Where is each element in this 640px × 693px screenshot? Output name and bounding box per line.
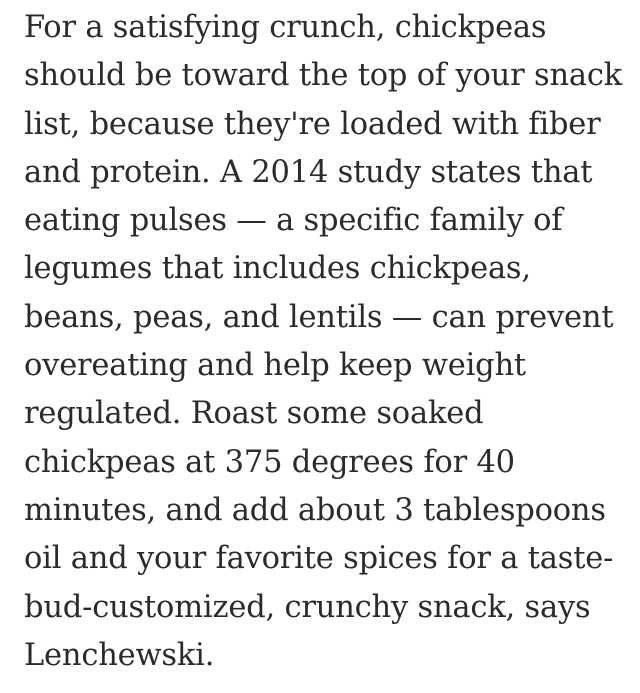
article-paragraph (24, 4, 624, 680)
paragraph-line: beans, peas, and lentils — can prevent (24, 299, 614, 335)
paragraph-line: oil and your favorite spices for a taste- (24, 541, 614, 577)
paragraph-line: Lenchewski. (24, 637, 215, 673)
paragraph-line: regulated. Roast some soaked (24, 396, 484, 432)
paragraph-line: bud-customized, crunchy snack, says (24, 589, 591, 625)
paragraph-line: should be toward the top of your snack (24, 58, 623, 94)
paragraph-line: minutes, and add about 3 tablespoons (24, 492, 606, 528)
paragraph-line: list, because they're loaded with fiber (24, 106, 601, 142)
paragraph-line: legumes that includes chickpeas, (24, 251, 531, 287)
paragraph-line: and protein. A 2014 study states that (24, 154, 593, 190)
paragraph-line: chickpeas at 375 degrees for 40 (24, 444, 515, 480)
paragraph-line: eating pulses — a specific family of (24, 203, 563, 239)
paragraph-line: overeating and help keep weight (24, 348, 526, 384)
paragraph-line: For a satisfying crunch, chickpeas (24, 10, 547, 45)
